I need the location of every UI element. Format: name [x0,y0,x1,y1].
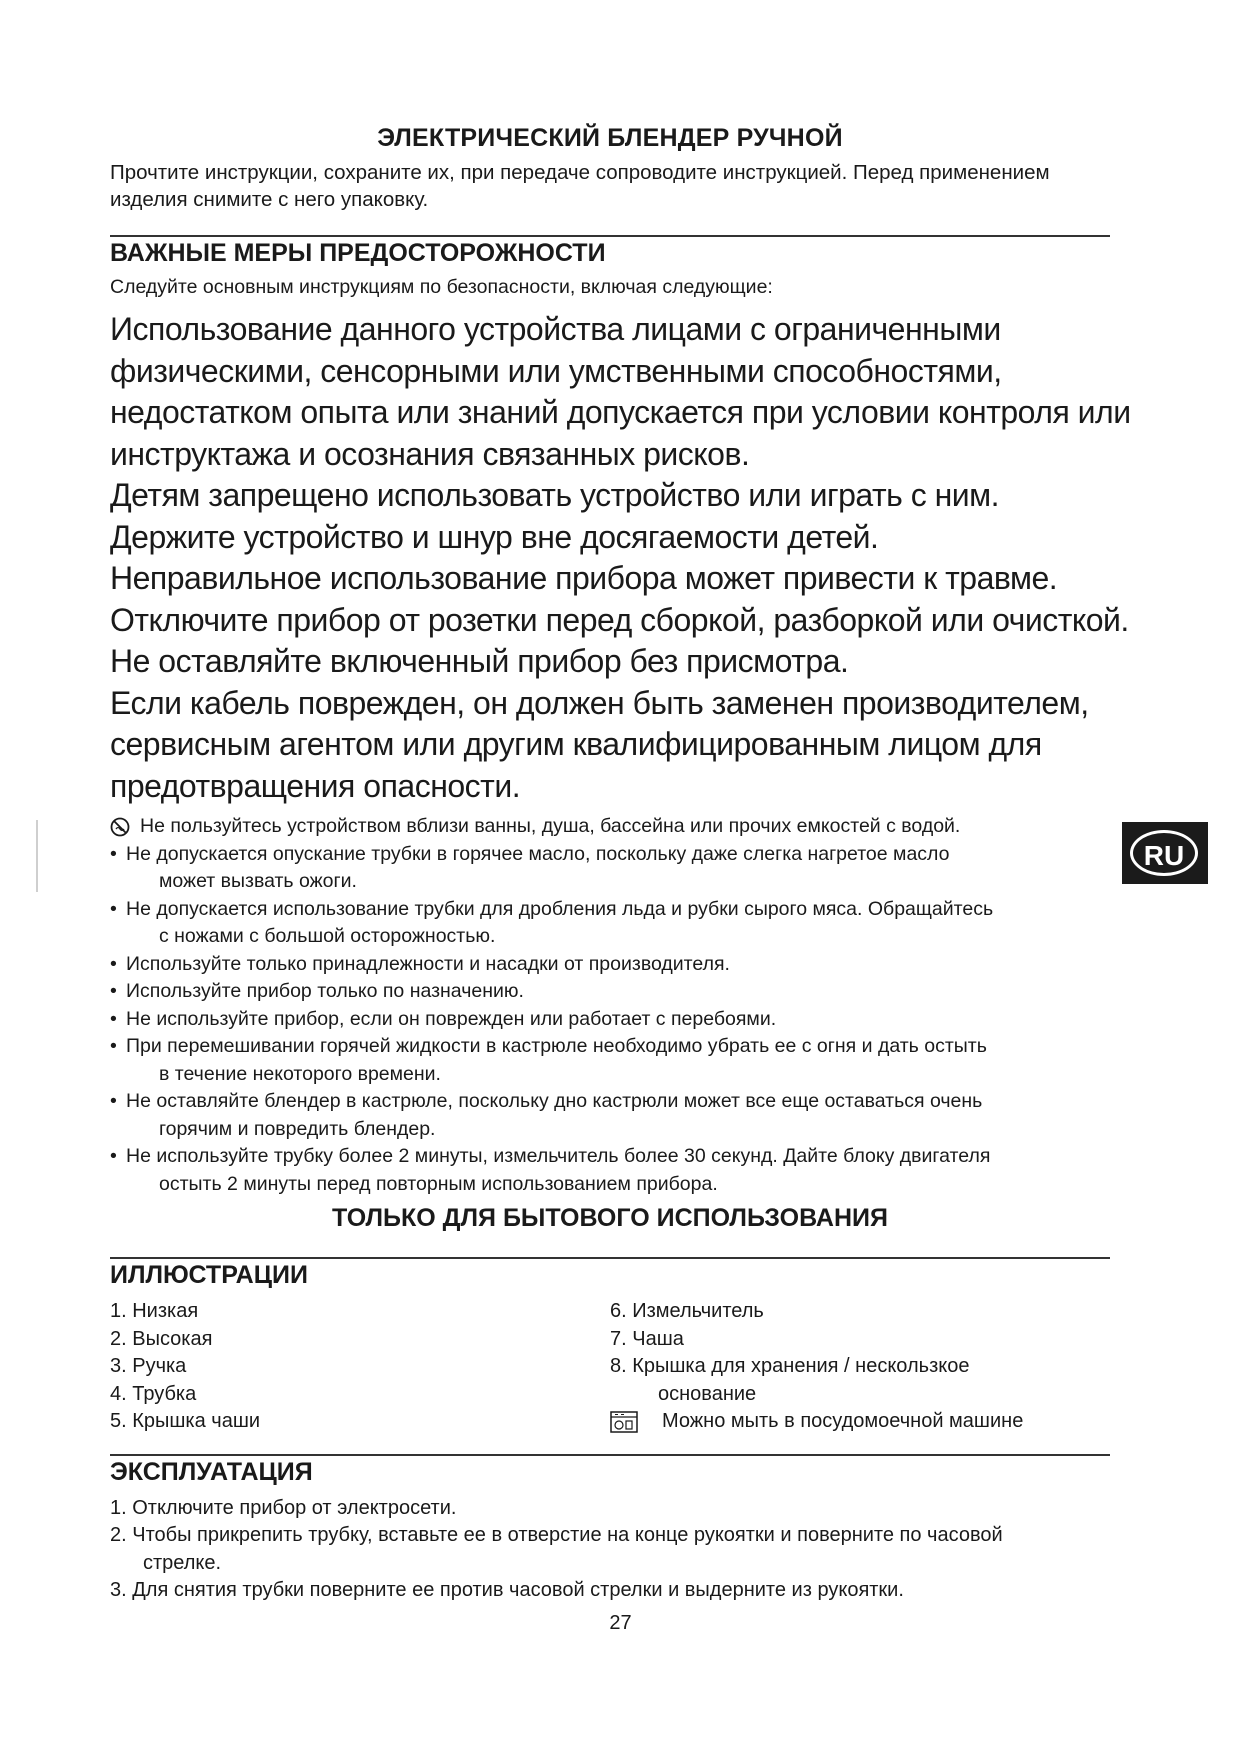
step-item [110,1577,1110,1605]
part-item [610,1298,1110,1326]
list-item-text: Используйте прибор только по назначению. [126,980,524,1002]
part-item: 4. Трубка [110,1382,197,1405]
intro-text [110,159,1110,213]
safety-line: предотвращения опасности. [110,767,521,804]
bullet-mark: • [110,1090,117,1112]
safety-line: Отключите прибор от розетки перед сборкой, разборкой или очисткой. [110,601,1129,638]
list-item-text: Не оставляйте блендер в кастрюле, поскольку дно кастрюли может все еще оставаться очень [126,1090,983,1112]
step-text: 2. Чтобы прикрепить трубку, вставьте ее в отверстие на конце рукоятки и поверните по часовой [110,1524,1003,1546]
part-item [610,1326,1110,1354]
list-item [110,1088,1110,1143]
safety-line: Детям запрещено использовать устройство или играть с ним. [110,477,1000,513]
bullet-mark: • [110,1007,117,1030]
list-item-text: При перемешивании горячей жидкости в кастрюле необходимо убрать ее с огня и дать остыть [126,1035,987,1057]
bullet-mark: • [110,980,117,1002]
intro-line: Прочтите инструкции, сохраните их, при передаче сопроводите инструкцией. Перед применением [110,161,1050,184]
operation-heading: ЭКСПЛУАТАЦИЯ [110,1457,313,1486]
water-warning-item [110,813,1110,841]
page-number: 27 [609,1612,632,1634]
list-item [110,841,1110,896]
safety-line: Если кабель поврежден, он должен быть заменен производителем, [110,684,1089,721]
document-page [110,124,1131,1605]
step-continuation: стрелке. [143,1551,222,1574]
dishwasher-note [610,1408,1110,1436]
bullet-mark: • [110,842,117,865]
safety-bullet-list [110,813,1110,1198]
step-item [110,1495,1110,1523]
part-item: 2. Высокая [110,1327,213,1350]
safety-line: недостатком опыта или знаний допускается при условии контроля или [110,394,1131,430]
list-item [110,978,1110,1006]
language-code: RU [1143,840,1185,871]
list-item-text: Не допускается использование трубки для дробления льда и рубки сырого мяса. Обращайтесь [126,897,994,920]
list-item-text: Не допускается опускание трубки в горячее масло, поскольку даже слегка нагретое масло [126,842,950,865]
section-divider [110,1257,1110,1259]
list-item-continuation: может вызвать ожоги. [159,870,357,892]
safety-line: физическими, сенсорными или умственными способностями, [110,352,1002,389]
list-item-text: Не используйте трубку более 2 минуты, измельчитель более 30 секунд. Дайте блоку двигателя [126,1145,991,1167]
section-divider [110,1454,1110,1456]
parts-list [110,1298,1110,1436]
list-item-continuation: в течение некоторого времени. [159,1062,441,1085]
section-divider [110,235,1110,237]
list-item [110,1143,1110,1198]
list-item [110,1006,1110,1034]
step-text: 1. Отключите прибор от электросети. [110,1496,457,1519]
dishwasher-icon [610,1411,638,1433]
part-item [610,1353,1110,1408]
list-item-continuation: с ножами с большой осторожностью. [159,925,496,947]
safety-lead: Следуйте основным инструкциям по безопасности, включая следующие: [110,276,773,298]
part-item-text: 8. Крышка для хранения / нескользкое [610,1355,970,1377]
operation-steps [110,1495,1110,1605]
part-item-text: 7. Чаша [610,1327,684,1350]
part-item: 5. Крышка чаши [110,1410,261,1432]
part-item-continuation: основание [658,1382,757,1405]
list-item-text: Используйте только принадлежности и насадки от производителя. [126,952,730,975]
parts-column-right [610,1298,1110,1436]
safety-line: Не оставляйте включенный прибор без присмотра. [110,643,849,679]
part-item-text: 6. Измельчитель [610,1300,764,1322]
list-item-text: Не используйте прибор, если он поврежден или работает с перебоями. [126,1007,777,1030]
safety-line: инструктажа и осознания связанных рисков. [110,435,750,472]
part-item: 3. Ручка [110,1355,187,1377]
step-text: 3. Для снятия трубки поверните ее против часовой стрелки и выдерните из рукоятки. [110,1579,904,1601]
safety-main-text [110,309,1131,807]
parts-column-left [110,1298,610,1436]
safety-line: Держите устройство и шнур вне досягаемости детей. [110,518,879,555]
safety-line: сервисным агентом или другим квалифицированным лицом для [110,726,1042,762]
bullet-mark: • [110,1035,117,1057]
safety-line: Неправильное использование прибора может привести к травме. [110,560,1058,596]
bullet-mark: • [110,1145,117,1167]
dishwasher-text: Можно мыть в посудомоечной машине [662,1410,1024,1432]
part-item: 1. Низкая [110,1300,199,1322]
list-item-continuation: горячим и повредить блендер. [159,1117,436,1140]
safety-heading: ВАЖНЫЕ МЕРЫ ПРЕДОСТОРОЖНОСТИ [110,239,606,267]
safety-line: Использование данного устройства лицами с ограниченными [110,311,1001,347]
intro-line: изделия снимите с него упаковку. [110,188,429,211]
bullet-mark: • [110,897,117,920]
no-water-icon [110,817,130,837]
bullet-mark: • [110,952,117,975]
list-item [110,1033,1110,1088]
household-use-heading: ТОЛЬКО ДЛЯ БЫТОВОГО ИСПОЛЬЗОВАНИЯ [332,1204,888,1232]
list-item [110,951,1110,979]
language-badge [1122,822,1208,884]
list-item-continuation: остыть 2 минуты перед повторным использованием прибора. [159,1172,718,1195]
page-title: ЭЛЕКТРИЧЕСКИЙ БЛЕНДЕР РУЧНОЙ [377,124,843,152]
water-warning-text: Не пользуйтесь устройством вблизи ванны, душа, бассейна или прочих емкостей с водой. [140,815,961,837]
scan-edge-mark [36,820,38,892]
list-item [110,896,1110,951]
step-item [110,1522,1110,1577]
illustrations-heading: ИЛЛЮСТРАЦИИ [110,1261,308,1289]
